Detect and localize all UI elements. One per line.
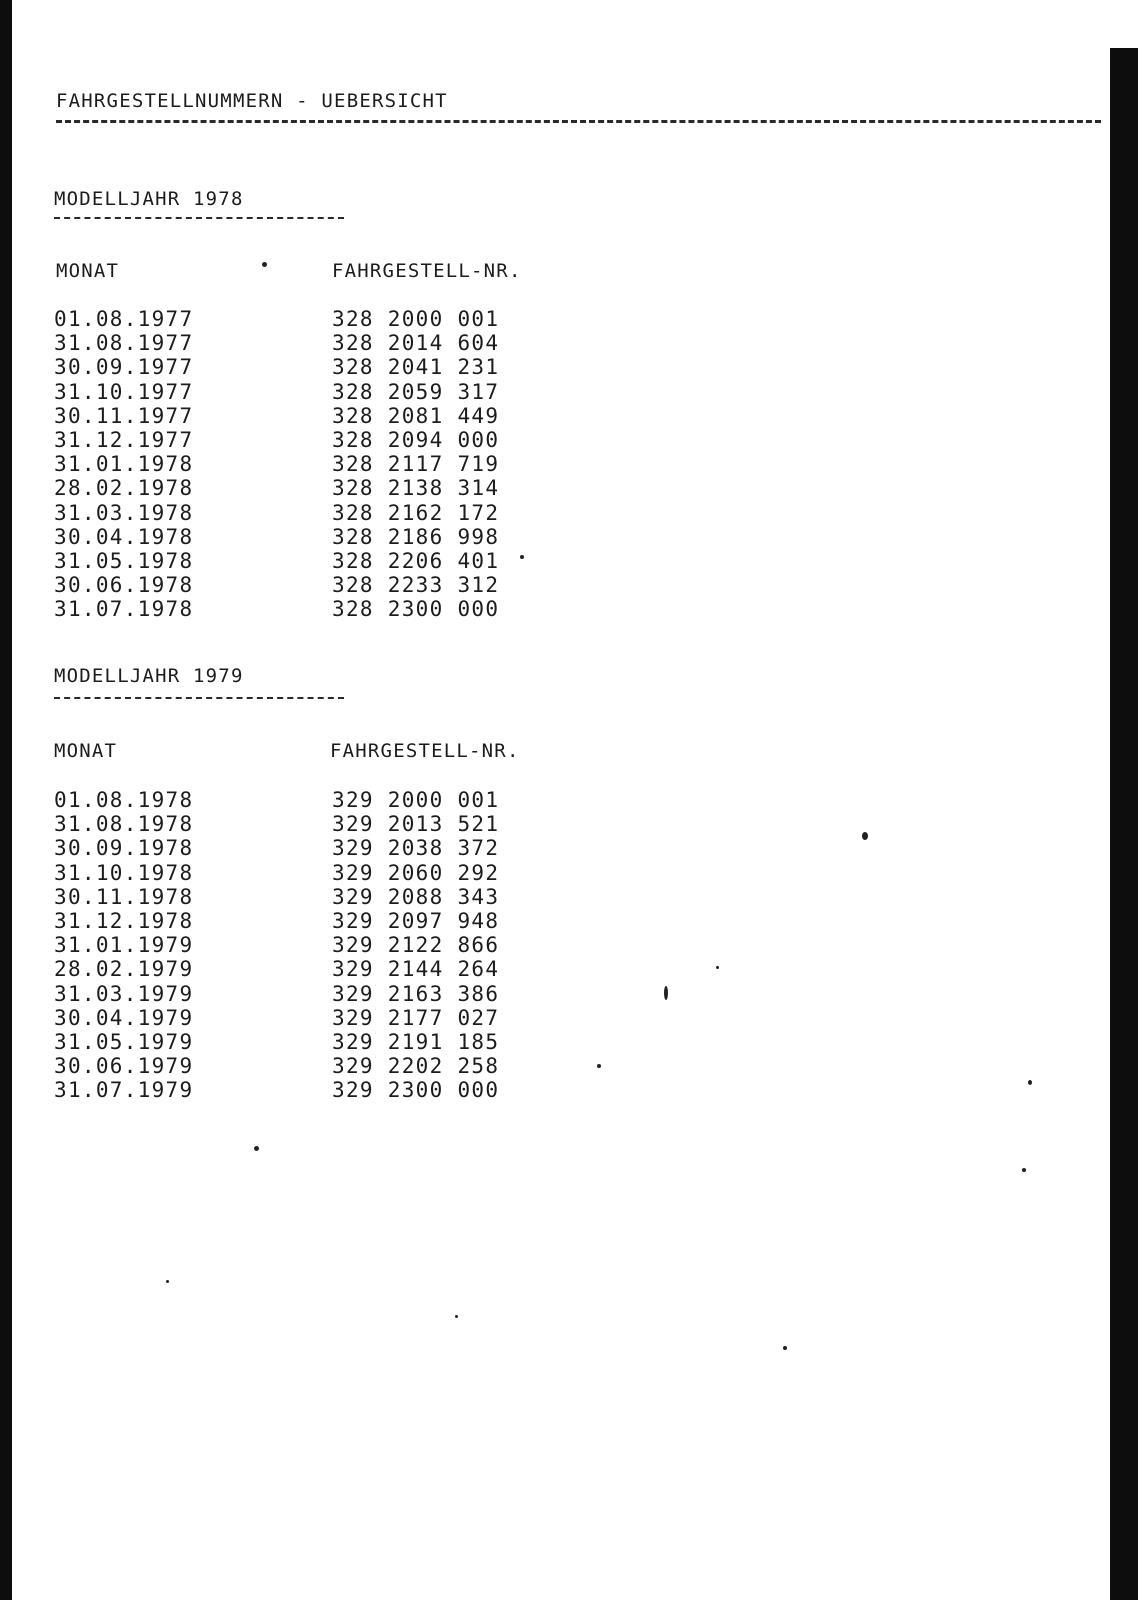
month-date: 28.02.1978 xyxy=(54,476,194,501)
chassis-number: 328 2000 001 xyxy=(332,307,500,331)
chassis-number: 329 2088 343 xyxy=(332,884,500,909)
chassis-number: 329 2013 521 xyxy=(332,812,500,837)
table-row xyxy=(54,1054,574,1078)
section-underline-1979 xyxy=(54,697,344,699)
chassis-number: 329 2202 258 xyxy=(332,1054,500,1079)
page-title: FAHRGESTELLNUMMERN - UEBERSICHT xyxy=(56,90,448,112)
month-date: 31.07.1979 xyxy=(54,1078,194,1103)
month-date: 30.06.1979 xyxy=(54,1054,194,1079)
table-row xyxy=(54,452,574,476)
scan-speck xyxy=(597,1064,601,1068)
chassis-number: 329 2122 866 xyxy=(332,933,500,958)
month-date: 31.10.1977 xyxy=(54,379,194,404)
table-row xyxy=(54,355,574,379)
scan-speck xyxy=(1028,1080,1032,1085)
chassis-number: 329 2300 000 xyxy=(332,1078,500,1103)
month-date: 31.12.1977 xyxy=(54,427,194,452)
scan-speck xyxy=(664,986,668,1000)
chassis-number: 328 2014 604 xyxy=(332,331,500,356)
month-date: 31.05.1979 xyxy=(54,1029,194,1054)
table-row xyxy=(54,933,574,957)
chassis-number: 328 2117 719 xyxy=(332,452,500,477)
table-row xyxy=(54,1030,574,1054)
chassis-table-1979 xyxy=(54,788,574,1102)
chassis-number: 329 2097 948 xyxy=(332,908,500,933)
month-date: 31.05.1978 xyxy=(54,548,194,573)
chassis-number: 328 2186 998 xyxy=(332,524,500,549)
month-date: 30.09.1978 xyxy=(54,836,194,861)
chassis-number: 328 2162 172 xyxy=(332,500,500,525)
scan-speck xyxy=(262,262,267,267)
table-row xyxy=(54,501,574,525)
chassis-number: 329 2000 001 xyxy=(332,788,500,812)
table-row xyxy=(54,307,574,331)
table-row xyxy=(54,404,574,428)
month-date: 31.10.1978 xyxy=(54,860,194,885)
column-header-chassis: FAHRGESTELL-NR. xyxy=(332,260,522,282)
table-row xyxy=(54,957,574,981)
column-header-month: MONAT xyxy=(54,740,118,762)
scan-edge-right xyxy=(1110,48,1138,1600)
section-heading-1979: MODELLJAHR 1979 xyxy=(54,665,244,687)
month-date: 31.07.1978 xyxy=(54,597,194,622)
table-row xyxy=(54,885,574,909)
column-header-month: MONAT xyxy=(56,260,120,282)
table-row xyxy=(54,525,574,549)
month-date: 31.12.1978 xyxy=(54,908,194,933)
table-row xyxy=(54,812,574,836)
chassis-number: 328 2041 231 xyxy=(332,355,500,380)
month-date: 01.08.1978 xyxy=(54,788,194,812)
scan-speck xyxy=(166,1280,169,1283)
title-underline xyxy=(56,120,1101,123)
month-date: 30.11.1978 xyxy=(54,884,194,909)
chassis-number: 329 2177 027 xyxy=(332,1005,500,1030)
month-date: 31.08.1978 xyxy=(54,812,194,837)
month-date: 28.02.1979 xyxy=(54,957,194,982)
month-date: 01.08.1977 xyxy=(54,307,194,331)
month-date: 30.09.1977 xyxy=(54,355,194,380)
scan-speck xyxy=(862,832,868,840)
scan-speck xyxy=(783,1346,787,1350)
chassis-number: 328 2059 317 xyxy=(332,379,500,404)
chassis-number: 329 2163 386 xyxy=(332,981,500,1006)
month-date: 31.01.1979 xyxy=(54,933,194,958)
scan-speck xyxy=(716,966,719,969)
table-row xyxy=(54,331,574,355)
month-date: 31.03.1978 xyxy=(54,500,194,525)
table-row xyxy=(54,836,574,860)
scan-edge-left xyxy=(0,0,12,1600)
table-row xyxy=(54,380,574,404)
chassis-number: 328 2094 000 xyxy=(332,427,500,452)
section-underline-1978 xyxy=(54,217,344,219)
column-header-chassis: FAHRGESTELL-NR. xyxy=(330,740,520,762)
table-row xyxy=(54,1006,574,1030)
table-row xyxy=(54,909,574,933)
scan-speck xyxy=(455,1315,458,1318)
scan-speck xyxy=(254,1146,259,1151)
table-row xyxy=(54,573,574,597)
table-row xyxy=(54,861,574,885)
month-date: 30.04.1978 xyxy=(54,524,194,549)
chassis-number: 328 2233 312 xyxy=(332,573,500,598)
scan-speck xyxy=(520,555,524,559)
chassis-number: 329 2038 372 xyxy=(332,836,500,861)
month-date: 30.11.1977 xyxy=(54,403,194,428)
month-date: 31.03.1979 xyxy=(54,981,194,1006)
chassis-number: 329 2060 292 xyxy=(332,860,500,885)
chassis-number: 329 2144 264 xyxy=(332,957,500,982)
month-date: 30.04.1979 xyxy=(54,1005,194,1030)
table-row xyxy=(54,476,574,500)
month-date: 30.06.1978 xyxy=(54,573,194,598)
table-row xyxy=(54,549,574,573)
table-row xyxy=(54,428,574,452)
month-date: 31.01.1978 xyxy=(54,452,194,477)
chassis-table-1978 xyxy=(54,307,574,621)
table-row xyxy=(54,982,574,1006)
month-date: 31.08.1977 xyxy=(54,331,194,356)
chassis-number: 328 2081 449 xyxy=(332,403,500,428)
chassis-number: 328 2138 314 xyxy=(332,476,500,501)
chassis-number: 328 2300 000 xyxy=(332,597,500,622)
table-row xyxy=(54,788,574,812)
chassis-number: 328 2206 401 xyxy=(332,548,500,573)
scan-speck xyxy=(1022,1168,1026,1172)
table-row xyxy=(54,597,574,621)
section-heading-1978: MODELLJAHR 1978 xyxy=(54,188,244,210)
chassis-number: 329 2191 185 xyxy=(332,1029,500,1054)
table-row xyxy=(54,1078,574,1102)
